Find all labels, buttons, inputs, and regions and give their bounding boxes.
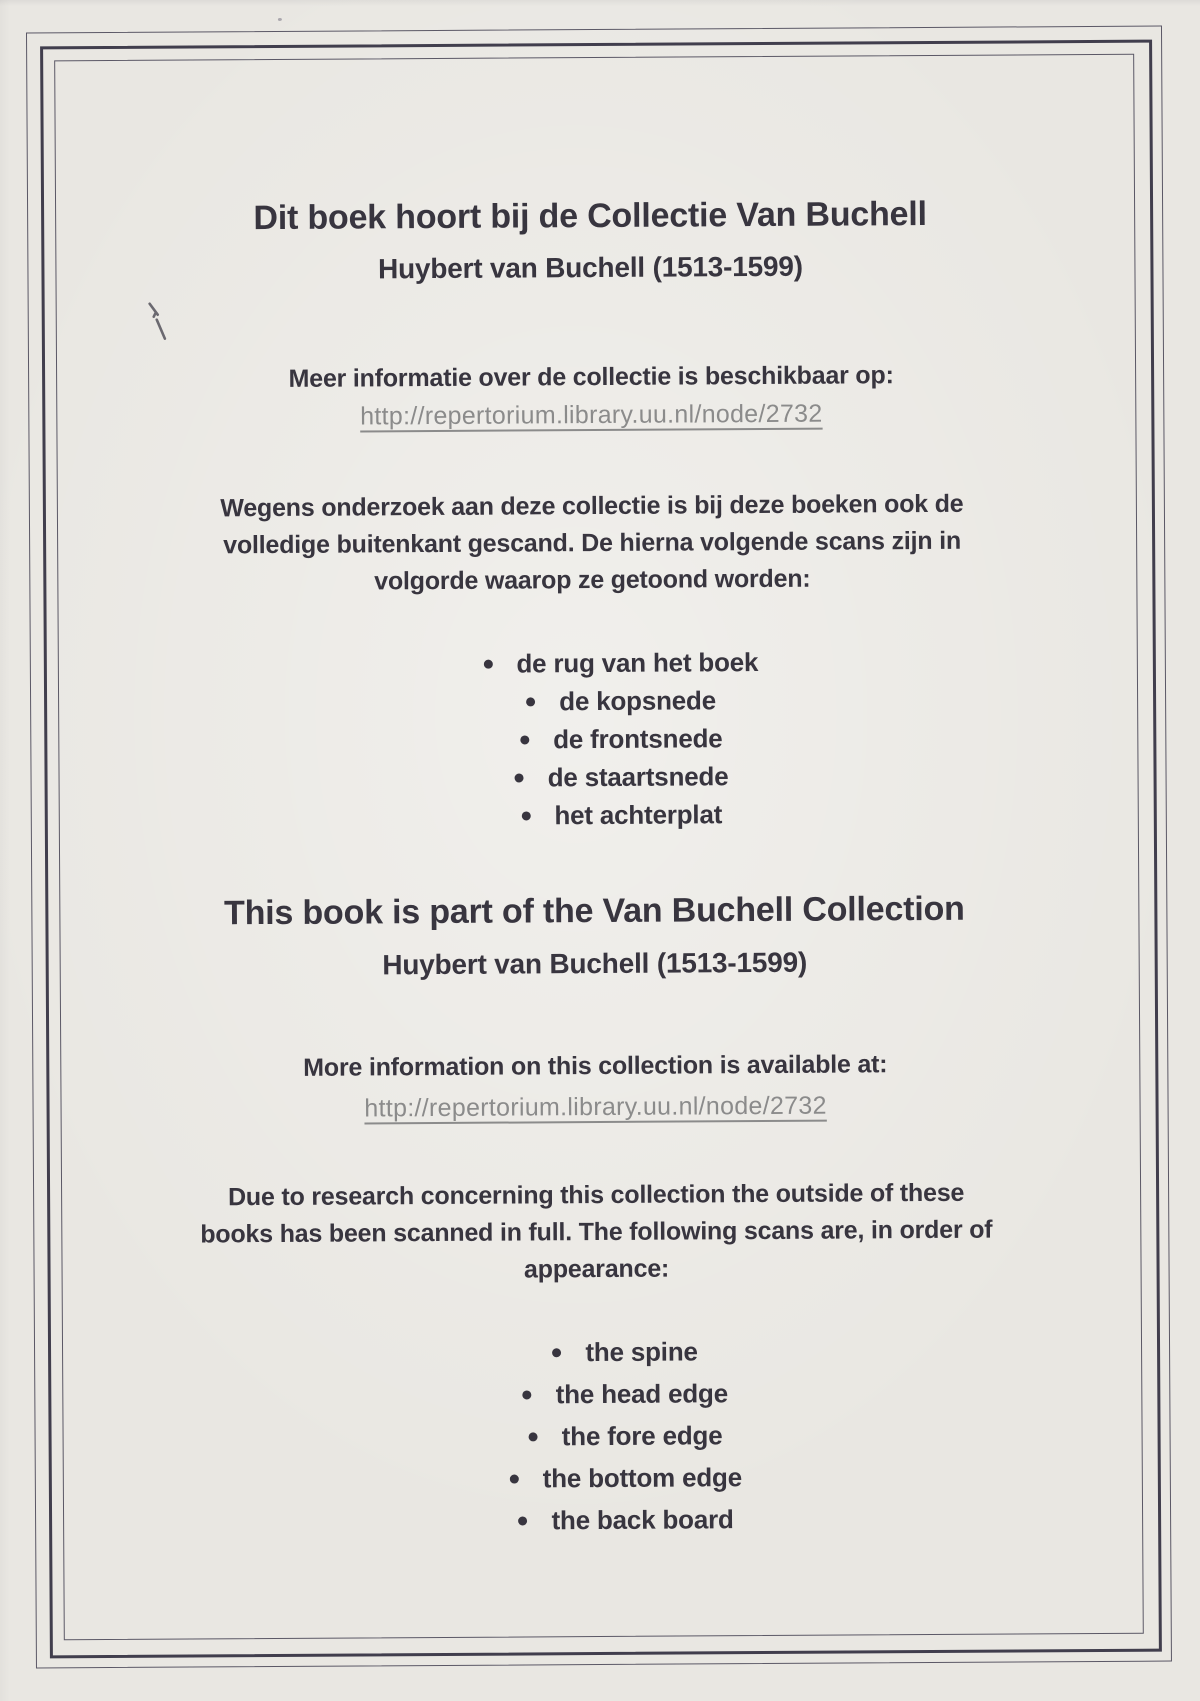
list-item-label: het achterplat [554, 798, 723, 830]
list-item [89, 1412, 1161, 1461]
dutch-scan-list [85, 641, 1158, 838]
list-item [86, 793, 1158, 838]
dutch-info-label: Meer informatie over de collectie is beschikbaar op: [288, 361, 894, 393]
list-item [85, 755, 1157, 800]
dutch-body-line: Wegens onderzoek aan deze collectie is bij deze boeken ook de [220, 489, 964, 523]
english-scan-list [89, 1328, 1162, 1545]
bullet-dot-icon [518, 1516, 527, 1525]
list-item-label: de rug van het boek [516, 646, 759, 679]
english-body-line: Due to research concerning this collection the outside of these [227, 1178, 965, 1212]
bullet-dot-icon [552, 1348, 561, 1357]
dutch-body-paragraph [56, 485, 1129, 603]
list-item [90, 1454, 1162, 1503]
list-item-label: the head edge [555, 1377, 729, 1409]
list-item-label: de staartsnede [547, 760, 729, 792]
dutch-title: Dit boek hoort bij de Collectie Van Buchell [253, 194, 927, 238]
english-url-line [59, 1087, 1131, 1128]
list-item [89, 1370, 1161, 1419]
list-item [85, 717, 1157, 762]
list-item-label: the back board [551, 1503, 734, 1535]
english-subtitle: Huybert van Buchell (1513-1599) [382, 946, 808, 981]
english-body-paragraph [60, 1174, 1133, 1292]
list-item-label: the fore edge [561, 1419, 723, 1451]
list-item-label: the spine [585, 1335, 698, 1367]
bullet-dot-icon [515, 773, 524, 782]
english-body-line: books has been scanned in full. The following scans are, in order of [200, 1215, 993, 1249]
bullet-dot-icon [529, 1432, 538, 1441]
list-item-label: the bottom edge [542, 1461, 743, 1493]
list-item [90, 1496, 1162, 1545]
dutch-collection-url: http://repertorium.library.uu.nl/node/2732 [360, 399, 823, 431]
list-item [85, 679, 1157, 724]
english-info-label: More information on this collection is available at: [303, 1050, 888, 1082]
dutch-body-line: volledige buitenkant gescand. De hierna volgende scans zijn in [223, 526, 962, 560]
list-item [85, 641, 1157, 686]
bullet-dot-icon [523, 1390, 532, 1399]
bullet-dot-icon [520, 735, 529, 744]
list-item-label: de kopsnede [559, 684, 717, 716]
bullet-dot-icon [510, 1474, 519, 1483]
dutch-body-line: volgorde waarop ze getoond worden: [374, 564, 811, 596]
dutch-url-line [55, 395, 1127, 436]
english-collection-url: http://repertorium.library.uu.nl/node/2732 [364, 1091, 827, 1123]
bullet-dot-icon [521, 811, 530, 820]
list-item-label: de frontsnede [553, 722, 723, 754]
dutch-subtitle: Huybert van Buchell (1513-1599) [377, 250, 803, 285]
english-title: This book is part of the Van Buchell Collection [223, 889, 965, 933]
bullet-dot-icon [526, 697, 535, 706]
bullet-dot-icon [483, 659, 492, 668]
english-body-line: appearance: [523, 1254, 670, 1284]
list-item [89, 1328, 1161, 1377]
